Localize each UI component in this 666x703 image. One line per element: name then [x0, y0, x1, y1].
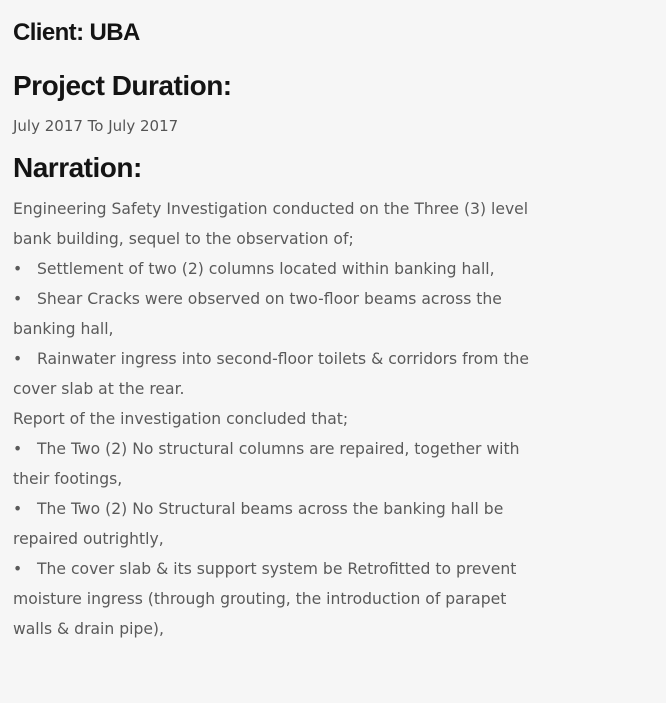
bullet-icon: •: [13, 500, 23, 518]
narration-line: Report of the investigation concluded that;: [13, 410, 349, 428]
bullet-text: Shear Cracks were observed on two-floor beams across the: [37, 290, 502, 308]
bullet-text: The Two (2) No structural columns are repaired, together with: [37, 440, 520, 458]
narration-line: their footings,: [13, 470, 123, 488]
narration-line: banking hall,: [13, 320, 114, 338]
bullet-text: The cover slab & its support system be Retrofitted to prevent: [37, 560, 517, 578]
narration-bullet-line: [13, 494, 654, 524]
narration-heading: Narration:: [13, 152, 142, 183]
bullet-icon: •: [13, 440, 23, 458]
bullet-icon: •: [13, 560, 23, 578]
narration-bullet-line: [13, 284, 654, 314]
project-duration-heading: Project Duration:: [13, 70, 232, 101]
narration-line: walls & drain pipe),: [13, 620, 164, 638]
narration-line: moisture ingress (through grouting, the introduction of parapet: [13, 590, 507, 608]
narration-line: cover slab at the rear.: [13, 380, 185, 398]
narration-body: [13, 194, 654, 644]
bullet-text: Settlement of two (2) columns located within banking hall,: [37, 260, 495, 278]
narration-bullet-line: [13, 344, 654, 374]
bullet-text: The Two (2) No Structural beams across the banking hall be: [37, 500, 504, 518]
bullet-icon: •: [13, 350, 23, 368]
bullet-text: Rainwater ingress into second-floor toilets & corridors from the: [37, 350, 529, 368]
project-duration-value: July 2017 To July 2017: [13, 117, 179, 135]
bullet-icon: •: [13, 260, 23, 278]
narration-line: bank building, sequel to the observation of;: [13, 230, 354, 248]
client-heading: Client: UBA: [13, 19, 140, 46]
bullet-icon: •: [13, 290, 23, 308]
narration-line: repaired outrightly,: [13, 530, 164, 548]
narration-bullet-line: [13, 434, 654, 464]
narration-bullet-line: [13, 254, 654, 284]
narration-bullet-line: [13, 554, 654, 584]
narration-line: Engineering Safety Investigation conducted on the Three (3) level: [13, 200, 529, 218]
